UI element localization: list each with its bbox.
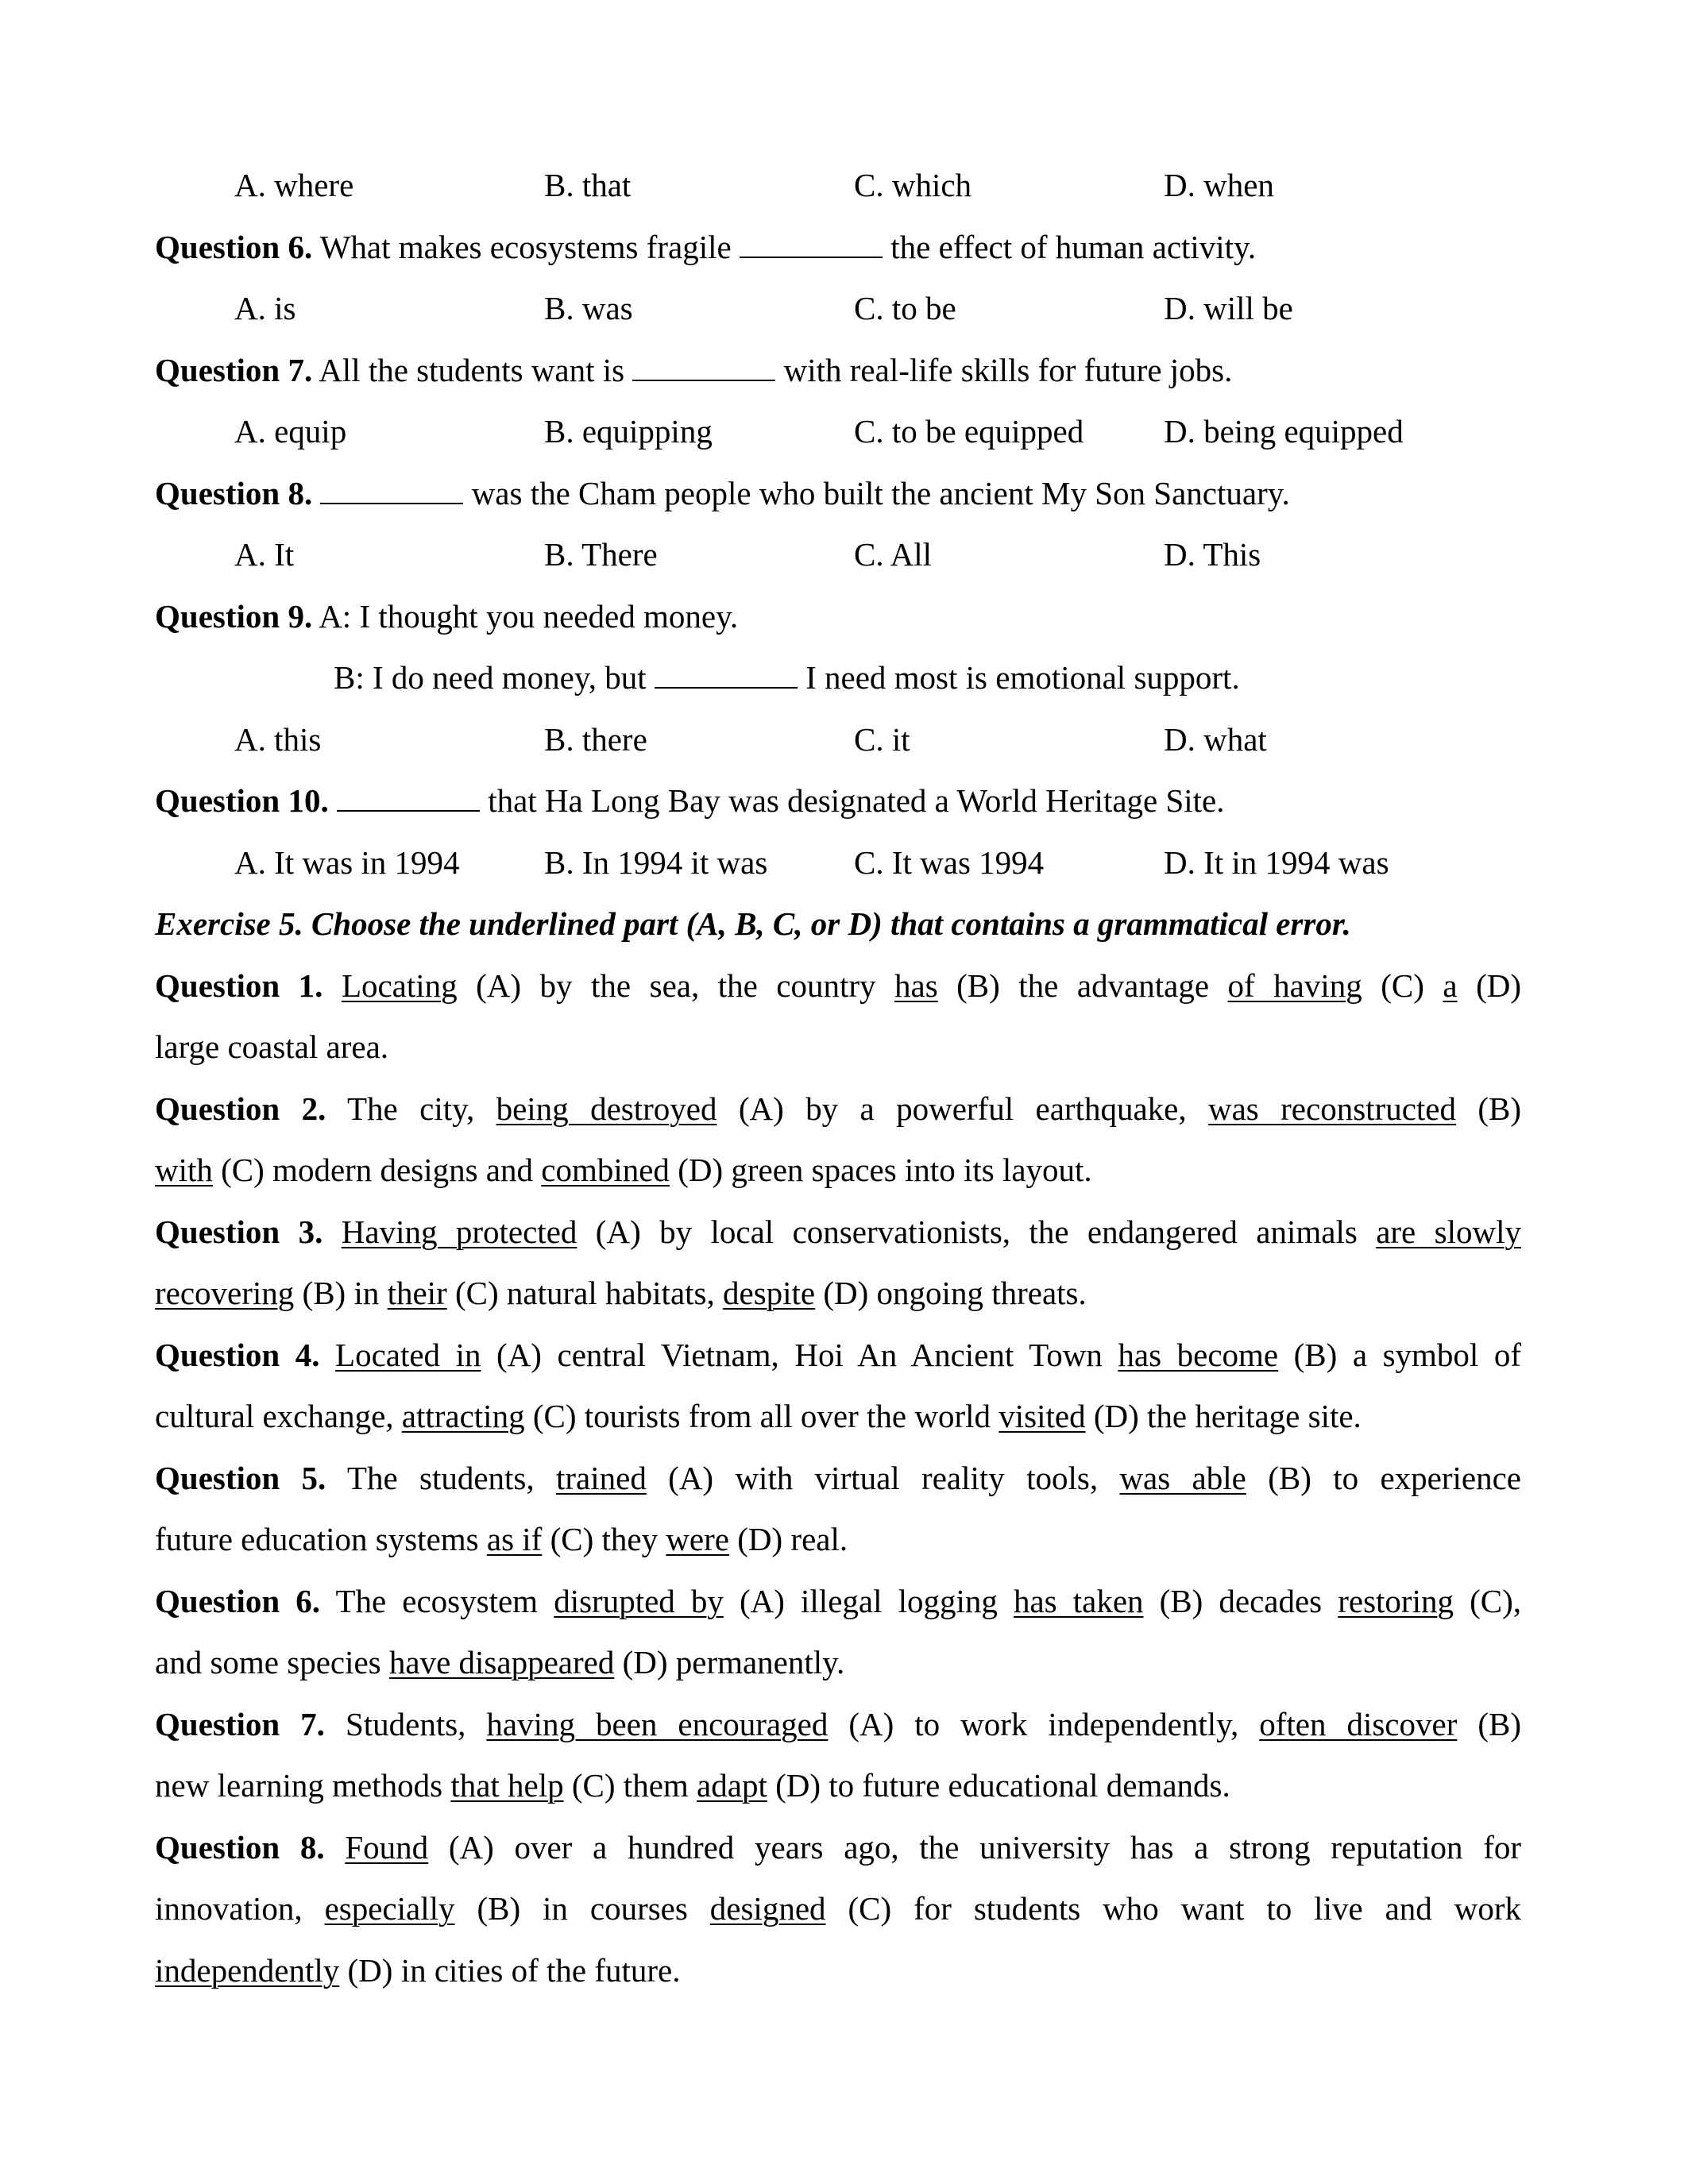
- option-c: C. to be: [854, 290, 956, 326]
- exercise-5-questions: [155, 955, 1521, 2002]
- question-label: Question 2.: [155, 1090, 326, 1127]
- question-10: [155, 770, 1521, 832]
- option-c: C. It was 1994: [854, 843, 1045, 881]
- sentence-text: (C) they: [542, 1521, 666, 1557]
- option-d: D. being equipped: [1164, 413, 1404, 450]
- underlined-part: have disappeared: [388, 1644, 615, 1680]
- sentence-text: future education systems: [155, 1521, 487, 1557]
- dialogue-a: A: I thought you needed money.: [319, 597, 739, 635]
- answer-blank: [320, 476, 463, 504]
- sentence-text: (B) a symbol of: [1278, 1336, 1522, 1373]
- question-line: [155, 1571, 1521, 1633]
- option-a: A. It was in 1994: [234, 843, 460, 881]
- sentence-text: cultural exchange,: [155, 1398, 402, 1434]
- question-label: Question 6.: [155, 228, 313, 265]
- question-label: Question 1.: [155, 967, 323, 1004]
- question-8: [155, 463, 1521, 525]
- underlined-part: has: [894, 967, 938, 1004]
- question-line: [155, 1694, 1521, 1756]
- question-line: [155, 1078, 1521, 1140]
- sentence-text: and some species: [155, 1644, 389, 1680]
- sentence-text: large coastal area.: [155, 1028, 389, 1065]
- ex5-question-1: [155, 955, 1521, 1078]
- underlined-part: has become: [1118, 1336, 1279, 1373]
- underlined-part: despite: [723, 1275, 816, 1311]
- sentence-text: Students,: [345, 1705, 487, 1742]
- option-b: B. was: [544, 290, 633, 326]
- q9-options: [155, 709, 1521, 771]
- sentence-text: The students,: [346, 1459, 556, 1496]
- q6-options: [155, 278, 1521, 340]
- sentence-text: (B) in courses: [454, 1890, 710, 1927]
- ex5-question-3: [155, 1202, 1521, 1325]
- sentence-text: (A) over a hundred years ago, the university has a strong reputation for: [428, 1828, 1522, 1866]
- sentence-text: (C) natural habitats,: [446, 1275, 723, 1311]
- sentence-text: (B): [1457, 1705, 1522, 1742]
- underlined-part: especially: [324, 1890, 455, 1927]
- question-text: What makes ecosystems fragile: [319, 228, 732, 265]
- ex5-question-2: [155, 1078, 1521, 1202]
- question-text: that Ha Long Bay was designated a World Heritage Site.: [488, 782, 1225, 819]
- question-label: Question 7.: [155, 1705, 325, 1742]
- underlined-part: adapt: [697, 1767, 767, 1804]
- underlined-part: having been encouraged: [486, 1705, 829, 1742]
- question-label: Question 5.: [155, 1459, 326, 1496]
- underlined-part: combined: [541, 1152, 670, 1188]
- sentence-text: (B) decades: [1143, 1582, 1338, 1619]
- sentence-text: (C): [1362, 967, 1443, 1004]
- question-label: Question 4.: [155, 1336, 320, 1373]
- answer-blank: [655, 660, 798, 689]
- option-c: C. to be equipped: [854, 413, 1084, 450]
- underlined-part: was reconstructed: [1208, 1090, 1456, 1127]
- underlined-part: their: [387, 1275, 447, 1311]
- underlined-part: designed: [709, 1890, 826, 1927]
- underlined-part: recovering: [155, 1275, 295, 1311]
- question-line: [155, 1202, 1521, 1264]
- sentence-text: (D) green spaces into its layout.: [669, 1152, 1092, 1188]
- underlined-part: Found: [345, 1828, 429, 1866]
- underlined-part: disrupted by: [554, 1582, 724, 1619]
- option-b: B. In 1994 it was: [544, 843, 768, 881]
- option-b: B. there: [544, 720, 647, 758]
- question-text: All the students want is: [319, 351, 625, 388]
- sentence-text: (D) in cities of the future.: [339, 1951, 681, 1989]
- underlined-part: with: [155, 1152, 213, 1188]
- question-line: [155, 1140, 1521, 1202]
- dialogue-b: B: I do need money, but: [334, 659, 647, 696]
- question-line: [155, 1509, 1521, 1571]
- underlined-part: trained: [555, 1459, 647, 1496]
- question-line: [155, 1940, 1521, 2002]
- question-line: [155, 1017, 1521, 1078]
- underlined-part: as if: [486, 1521, 543, 1557]
- ex5-question-6: [155, 1571, 1521, 1694]
- question-label: Question 3.: [155, 1213, 323, 1250]
- ex5-question-8: [155, 1817, 1521, 2002]
- option-a: A. It: [234, 536, 295, 573]
- dialogue-b-rest: I need most is emotional support.: [805, 659, 1240, 696]
- option-a: A. equip: [234, 413, 347, 450]
- question-label: Question 10.: [155, 782, 329, 819]
- option-d: D. It in 1994 was: [1164, 843, 1389, 881]
- option-b: B. There: [544, 536, 658, 573]
- sentence-text: (A) by a powerful earthquake,: [717, 1090, 1208, 1127]
- ex5-question-7: [155, 1694, 1521, 1817]
- question-label: Question 8.: [155, 1828, 325, 1866]
- answer-blank: [337, 783, 480, 812]
- underlined-part: of having: [1227, 967, 1362, 1004]
- underlined-part: Locating: [341, 967, 458, 1004]
- sentence-text: (D) the heritage site.: [1085, 1398, 1362, 1434]
- question-line: [155, 1325, 1521, 1387]
- underlined-part: are slowly: [1376, 1213, 1521, 1250]
- question-line: [155, 1817, 1521, 1879]
- underlined-part: often discover: [1259, 1705, 1458, 1742]
- question-label: Question 6.: [155, 1582, 321, 1619]
- question-line: [155, 1263, 1521, 1325]
- question-line: [155, 1386, 1521, 1448]
- sentence-text: (A) illegal logging: [723, 1582, 1014, 1619]
- underlined-part: independently: [155, 1951, 340, 1989]
- worksheet-page: [155, 155, 1521, 2001]
- underlined-part: a: [1443, 967, 1458, 1004]
- sentence-text: The ecosystem: [335, 1582, 554, 1619]
- option-c: C. All: [854, 536, 932, 573]
- sentence-text: (C) tourists from all over the world: [524, 1398, 999, 1434]
- q8-options: [155, 524, 1521, 586]
- option-d: D. what: [1164, 720, 1267, 758]
- exercise-5-heading: Exercise 5. Choose the underlined part (A, B, C, or D) that contains a grammatical error.: [155, 905, 1351, 942]
- question-7: [155, 340, 1521, 402]
- question-line: [155, 1755, 1521, 1817]
- question-text: the effect of human activity.: [890, 228, 1257, 265]
- underlined-part: were: [666, 1521, 729, 1557]
- question-9: [155, 586, 1521, 648]
- option-c: C. which: [854, 167, 972, 203]
- sentence-text: (D) real.: [729, 1521, 848, 1557]
- question-label: Question 7.: [155, 351, 313, 388]
- ex5-question-5: [155, 1448, 1521, 1571]
- sentence-text: new learning methods: [155, 1767, 451, 1804]
- underlined-part: restoring: [1338, 1582, 1454, 1619]
- question-label: Question 8.: [155, 474, 313, 511]
- option-d: D. will be: [1164, 290, 1293, 326]
- q5-options: [155, 155, 1521, 217]
- dialogue-b-line: [155, 647, 1521, 709]
- question-text: was the Cham people who built the ancient My Son Sanctuary.: [471, 474, 1290, 511]
- sentence-text: (A) with virtual reality tools,: [646, 1459, 1120, 1496]
- underlined-part: that help: [450, 1767, 564, 1804]
- question-line: [155, 955, 1521, 1017]
- underlined-part: was able: [1119, 1459, 1246, 1496]
- underlined-part: being destroyed: [496, 1090, 717, 1127]
- option-d: D. when: [1164, 167, 1274, 203]
- sentence-text: (B): [1455, 1090, 1522, 1127]
- underlined-part: attracting: [401, 1398, 525, 1434]
- sentence-text: (D): [1457, 967, 1522, 1004]
- sentence-text: (C) for students who want to live and work: [825, 1890, 1521, 1927]
- sentence-text: innovation,: [155, 1890, 325, 1927]
- underlined-part: Having protected: [341, 1213, 577, 1250]
- sentence-text: (C) modern designs and: [212, 1152, 542, 1188]
- sentence-text: (D) permanently.: [614, 1644, 845, 1680]
- sentence-text: (A) central Vietnam, Hoi An Ancient Town: [481, 1336, 1118, 1373]
- question-line: [155, 1878, 1521, 1940]
- sentence-text: (B) the advantage: [937, 967, 1228, 1004]
- option-b: B. equipping: [544, 413, 713, 450]
- sentence-text: (C),: [1453, 1582, 1521, 1619]
- option-a: A. where: [234, 167, 354, 203]
- sentence-text: (B) to experience: [1246, 1459, 1521, 1496]
- underlined-part: has taken: [1013, 1582, 1144, 1619]
- underlined-part: Located in: [335, 1336, 481, 1373]
- question-text: with real-life skills for future jobs.: [783, 351, 1233, 388]
- q10-options: [155, 832, 1521, 894]
- sentence-text: (A) to work independently,: [828, 1705, 1260, 1742]
- ex5-question-4: [155, 1325, 1521, 1448]
- question-6: [155, 217, 1521, 279]
- sentence-text: (A) by the sea, the country: [457, 967, 895, 1004]
- underlined-part: visited: [999, 1398, 1086, 1434]
- sentence-text: (C) them: [563, 1767, 697, 1804]
- answer-blank: [632, 353, 775, 381]
- option-a: A. this: [234, 720, 322, 758]
- sentence-text: (D) ongoing threats.: [815, 1275, 1087, 1311]
- option-a: A. is: [234, 290, 296, 326]
- sentence-text: (D) to future educational demands.: [767, 1767, 1230, 1804]
- q7-options: [155, 401, 1521, 463]
- option-d: D. This: [1164, 536, 1261, 573]
- option-b: B. that: [544, 167, 632, 203]
- answer-blank: [740, 230, 883, 258]
- option-c: C. it: [854, 720, 910, 758]
- sentence-text: (B) in: [294, 1275, 388, 1311]
- question-line: [155, 1448, 1521, 1510]
- sentence-text: (A) by local conservationists, the endangered animals: [577, 1213, 1377, 1250]
- sentence-text: The city,: [347, 1090, 496, 1127]
- question-line: [155, 1632, 1521, 1694]
- question-label: Question 9.: [155, 597, 313, 635]
